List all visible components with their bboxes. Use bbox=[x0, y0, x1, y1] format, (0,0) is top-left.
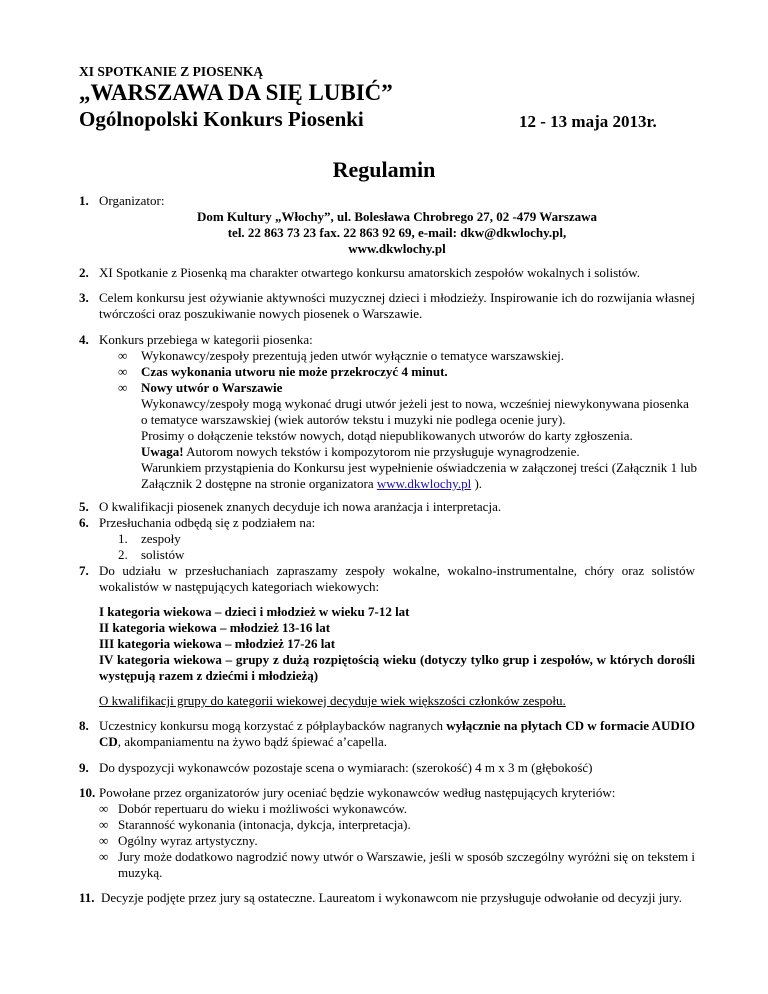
condition-end: ). bbox=[471, 476, 483, 491]
section-10-number: 10. bbox=[79, 785, 96, 800]
section-9-number: 9. bbox=[79, 760, 89, 775]
bullet-icon: ∞ bbox=[99, 801, 109, 816]
age-category-note: O kwalifikacji grupy do kategorii wiekowej decyduje wiek większości członków zespołu. bbox=[99, 693, 566, 708]
bullet-icon: ∞ bbox=[118, 364, 128, 379]
group-item-number: 2. bbox=[118, 547, 128, 562]
note-text: Autorom nowych tekstów i kompozytorom nie przysługuje wynagrodzenie. bbox=[183, 444, 580, 459]
bullet-icon: ∞ bbox=[99, 833, 109, 848]
age-category-2: II kategoria wiekowa – młodzież 13-16 lat bbox=[99, 620, 331, 635]
age-category-3: III kategoria wiekowa – młodzież 17-26 lat bbox=[99, 636, 336, 651]
note-label: Uwaga! bbox=[141, 444, 184, 459]
section-4-number: 4. bbox=[79, 332, 89, 347]
section-4-note bbox=[141, 444, 701, 460]
section-2-number: 2. bbox=[79, 265, 89, 280]
page-title: Regulamin bbox=[332, 157, 436, 182]
section-11-text: Decyzje podjęte przez jury są ostateczne. Laureatom i wykonawcom nie przysługuje odwołanie od decyzji jury. bbox=[101, 890, 683, 905]
section-4-new-song-rule: Wykonawcy/zespoły mogą wykonać drugi utwór jeżeli jest to nowa, wcześniej niewykonywana piosenka o tematyce warszawskiej (wiek autorów tekstu i muzyki nie podlega ocenie jury). bbox=[141, 396, 689, 427]
age-category-1: I kategoria wiekowa – dzieci i młodzież w wieku 7-12 lat bbox=[99, 604, 410, 619]
criterion-1: Dobór repertuaru do wieku i możliwości wykonawców. bbox=[118, 801, 408, 816]
contest-name: Ogólnopolski Konkurs Piosenki bbox=[79, 107, 364, 131]
section-8-part-3: , akompaniamentu na żywo bądź śpiewać a’capella. bbox=[117, 734, 388, 749]
section-8-number: 8. bbox=[79, 718, 89, 733]
section-4-item-2: Czas wykonania utworu nie może przekroczyć 4 minut. bbox=[141, 364, 448, 379]
criterion-2: Staranność wykonania (intonacja, dykcja, interpretacja). bbox=[118, 817, 411, 832]
section-8-text bbox=[99, 718, 695, 750]
age-category-4: IV kategoria wiekowa – grupy z dużą rozpiętością wieku (dotyczy tylko grup i zespołów, w których dorośli występują razem z dziećmi i młodzieżą) bbox=[99, 652, 695, 683]
event-date: 12 - 13 maja 2013r. bbox=[519, 112, 657, 131]
section-4-intro: Konkurs przebiega w kategorii piosenka: bbox=[99, 332, 313, 347]
section-10-text: Powołane przez organizatorów jury oceniać będzie wykonawców według następujących kryteriów: bbox=[99, 785, 616, 800]
section-4-item-1: Wykonawcy/zespoły prezentują jeden utwór wyłącznie o tematyce warszawskiej. bbox=[141, 348, 564, 363]
section-2-text: XI Spotkanie z Piosenką ma charakter otwartego konkursu amatorskich zespołów wokalnych i solistów. bbox=[99, 265, 641, 280]
event-edition: XI SPOTKANIE Z PIOSENKĄ bbox=[79, 64, 264, 79]
section-6-text: Przesłuchania odbędą się z podziałem na: bbox=[99, 515, 316, 530]
criterion-4: Jury może dodatkowo nagrodzić nowy utwór o Warszawie, jeśli w sposób szczególny wyróżni się on tekstem i muzyką. bbox=[118, 849, 695, 880]
section-8-cd-format: wyłącznie na płytach CD w formacie AUDIO CD bbox=[99, 718, 695, 749]
section-4-condition bbox=[141, 460, 697, 492]
criterion-3: Ogólny wyraz artystyczny. bbox=[118, 833, 258, 848]
bullet-icon: ∞ bbox=[118, 348, 128, 363]
section-4-texts-request: Prosimy o dołączenie tekstów nowych, dotąd niepublikowanych utworów do karty zgłoszenia. bbox=[141, 428, 633, 443]
section-5-text: O kwalifikacji piosenek znanych decyduje ich nowa aranżacja i interpretacja. bbox=[99, 499, 502, 514]
section-1-number: 1. bbox=[79, 193, 89, 208]
section-3-text: Celem konkursu jest ożywianie aktywności muzycznej dzieci i młodzieży. Inspirowanie ich do rozwijania własnej twórczości oraz poszukiwanie nowych piosenek o Warszawie. bbox=[99, 290, 695, 321]
section-4-item-3: Nowy utwór o Warszawie bbox=[141, 380, 283, 395]
group-item-soloists: solistów bbox=[141, 547, 185, 562]
bullet-icon: ∞ bbox=[118, 380, 128, 395]
section-7-number: 7. bbox=[79, 563, 89, 578]
condition-text: Warunkiem przystąpienia do Konkursu jest wypełnienie oświadczenia w załączonej treści (Załącznik 1 lub Załącznik 2 dostępne na stronie organizatora bbox=[141, 460, 697, 491]
group-item-bands: zespoły bbox=[141, 531, 181, 546]
organizer-contact: tel. 22 863 73 23 fax. 22 863 92 69, e-mail: dkw@dkwlochy.pl, bbox=[227, 225, 567, 240]
event-title: „WARSZAWA DA SIĘ LUBIĆ” bbox=[79, 80, 393, 105]
section-6-number: 6. bbox=[79, 515, 89, 530]
group-item-number: 1. bbox=[118, 531, 128, 546]
bullet-icon: ∞ bbox=[99, 817, 109, 832]
section-11-number: 11. bbox=[79, 890, 95, 905]
section-3-number: 3. bbox=[79, 290, 89, 305]
section-9-text: Do dyspozycji wykonawców pozostaje scena o wymiarach: (szerokość) 4 m x 3 m (głębokość) bbox=[99, 760, 593, 775]
organizer-link[interactable]: www.dkwlochy.pl bbox=[376, 476, 472, 491]
section-5-number: 5. bbox=[79, 499, 89, 514]
section-7-text: Do udziału w przesłuchaniach zapraszamy zespoły wokalne, wokalno-instrumentalne, chóry oraz solistów wokalistów w następujących kategoriach wiekowych: bbox=[99, 563, 695, 594]
bullet-icon: ∞ bbox=[99, 849, 109, 864]
organizer-address: Dom Kultury „Włochy”, ul. Bolesława Chrobrego 27, 02 -479 Warszawa bbox=[196, 209, 598, 224]
organizer-website: www.dkwlochy.pl bbox=[348, 241, 446, 256]
section-1-label: Organizator: bbox=[99, 193, 165, 208]
section-8-part-1: Uczestnicy konkursu mogą korzystać z półplaybacków nagranych bbox=[99, 718, 447, 733]
